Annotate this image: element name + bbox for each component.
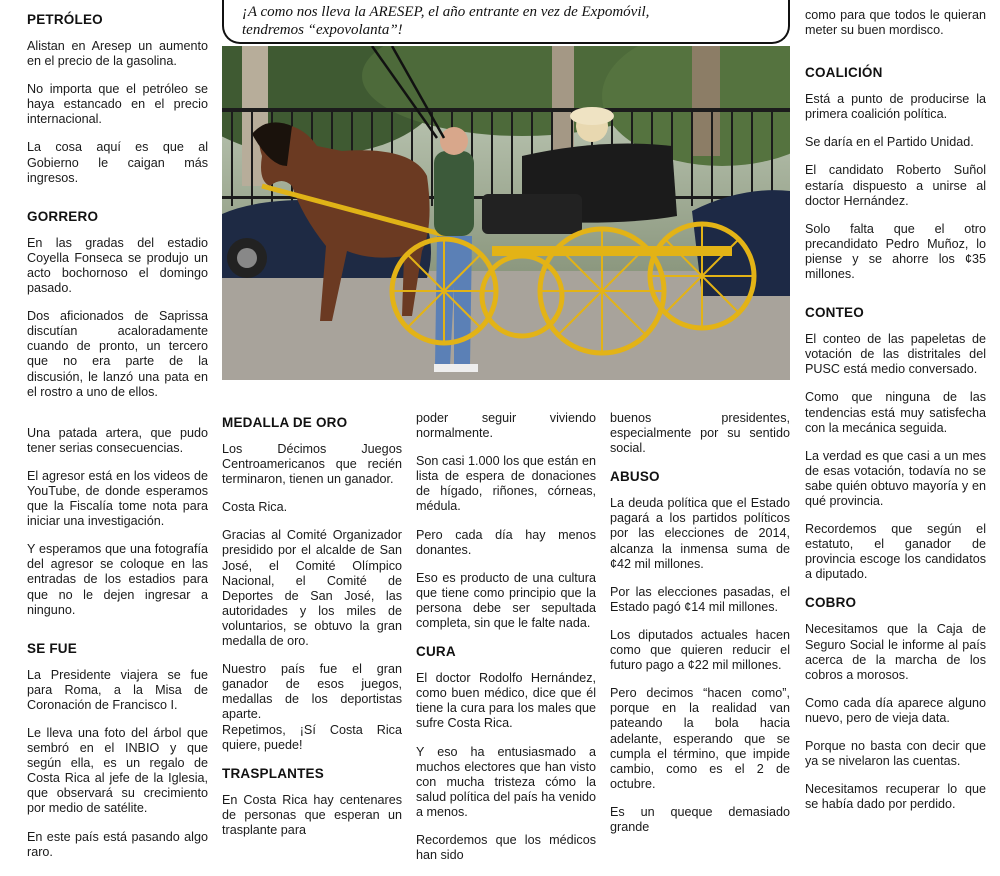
paragraph: Recordemos que según el estatuto, el ganador de provincia escoge los candidatos a diputado. bbox=[805, 522, 986, 582]
speech-bubble bbox=[222, 0, 790, 44]
paragraph: Porque no basta con decir que ya se nivelaron las cuentas. bbox=[805, 739, 986, 769]
heading-coalicion: COALICIÓN bbox=[805, 65, 883, 81]
bubble-line-2: tendremos “expovolanta”! bbox=[242, 22, 403, 38]
column-2 bbox=[222, 411, 402, 851]
paragraph: como para que todos le quieran meter su buen mordisco. bbox=[805, 8, 986, 38]
heading-petroleo: PETRÓLEO bbox=[27, 12, 103, 27]
paragraph: En las gradas del estadio Coyella Fonseca se produjo un acto bochornoso el domingo pasado. bbox=[27, 235, 208, 296]
paragraph: La Presidente viajera se fue para Roma, a la Misa de Coronación de Francisco I. bbox=[27, 667, 208, 712]
paragraph: buenos presidentes, especialmente por su sentido social. bbox=[610, 411, 790, 456]
paragraph: Como cada día aparece alguno nuevo, pero de vieja data. bbox=[805, 695, 986, 725]
bubble-line-1: ¡A como nos lleva la ARESEP, el año entrante en vez de Expomóvil, bbox=[242, 4, 650, 20]
paragraph: Y eso ha entusiasmado a muchos electores que han visto con mucha tristeza cómo la salud política del país ha venido a menos. bbox=[416, 744, 596, 819]
paragraph: Es un queque demasiado grande bbox=[610, 804, 790, 834]
paragraph: Le lleva una foto del árbol que sembró en el INBIO y que según ella, es un regalo de Costa Rica al jefe de la Iglesia, que observará su crecimiento por medio de satélite. bbox=[27, 726, 208, 816]
heading-se-fue: SE FUE bbox=[27, 640, 77, 656]
paragraph: El candidato Roberto Suñol estaría dispuesto a unirse al doctor Hernández. bbox=[805, 163, 986, 208]
paragraph: Recordemos que los médicos han sido bbox=[416, 832, 596, 863]
paragraph: Está a punto de producirse la primera coalición política. bbox=[805, 92, 986, 122]
photo-illustration bbox=[222, 46, 790, 380]
paragraph: poder seguir viviendo normalmente. bbox=[416, 411, 596, 441]
heading-cobro: COBRO bbox=[805, 595, 857, 611]
paragraph: No importa que el petróleo se haya estancado en el precio internacional. bbox=[27, 82, 208, 127]
paragraph: El doctor Rodolfo Hernández, como buen médico, dice que él tiene la cura para los males que sufre Costa Rica. bbox=[416, 671, 596, 731]
paragraph: Y esperamos que una fotografía del agresor se coloque en las entradas de los estadios para que no le dejen ingresar a ninguno. bbox=[27, 542, 208, 617]
heading-medalla-de-oro: MEDALLA DE ORO bbox=[222, 415, 348, 430]
column-3 bbox=[416, 411, 596, 876]
paragraph: Se daría en el Partido Unidad. bbox=[805, 135, 974, 150]
paragraph: Pero decimos “hacen como”, porque en la realidad van pateando la bola hacia adelante, esperando que se cumpla el término, que impide cambio, como es el 2 de octubre. bbox=[610, 686, 790, 791]
paragraph: Costa Rica. bbox=[222, 500, 288, 515]
paragraph: En Costa Rica hay centenares de personas que esperan un trasplante para bbox=[222, 792, 402, 837]
paragraph: Repetimos, ¡Sí Costa Rica quiere, puede! bbox=[222, 722, 402, 752]
paragraph: Eso es producto de una cultura que tiene como principio que la persona debe ser sepultada completa, sin que le falte nada. bbox=[416, 570, 596, 631]
paragraph: La cosa aquí es que al Gobierno le caigan más ingresos. bbox=[27, 140, 208, 185]
heading-cura: CURA bbox=[416, 644, 456, 660]
paragraph: El agresor está en los videos de YouTube, de donde esperamos que la Fiscalía tome nota para iniciar una investigación. bbox=[27, 468, 208, 529]
paragraph: Nuestro país fue el gran ganador de esos juegos, medallas de los deportistas aparte. bbox=[222, 662, 402, 722]
paragraph: En este país está pasando algo raro. bbox=[27, 829, 208, 859]
heading-conteo: CONTEO bbox=[805, 305, 864, 321]
heading-abuso: ABUSO bbox=[610, 469, 660, 485]
paragraph: Pero cada día hay menos donantes. bbox=[416, 527, 596, 557]
paragraph: El conteo de las papeletas de votación de las distritales del PUSC está medio conversado. bbox=[805, 332, 986, 377]
paragraph: La deuda política que el Estado pagará a los partidos políticos por las elecciones de 2014, alcanza la inmensa suma de ¢42 mil millones. bbox=[610, 496, 790, 571]
column-5 bbox=[805, 8, 986, 825]
paragraph: Alistan en Aresep un aumento en el precio de la gasolina. bbox=[27, 39, 208, 69]
heading-gorrero: GORRERO bbox=[27, 208, 99, 224]
paragraph: Dos aficionados de Saprissa discutían acaloradamente cuando de pronto, un tercero que no era parte de la discusión, le lanzó una pata en el rostro a uno de ellos. bbox=[27, 309, 208, 399]
paragraph: Los diputados actuales hacen como que quieren reducir el futuro pago a ¢22 mil millones. bbox=[610, 627, 790, 673]
paragraph: Por las elecciones pasadas, el Estado pagó ¢14 mil millones. bbox=[610, 584, 790, 614]
column-1 bbox=[27, 8, 208, 873]
paragraph: Necesitamos que la Caja de Seguro Social le informe al país acerca de la marcha de los cobros a morosos. bbox=[805, 622, 986, 682]
paragraph: Gracias al Comité Organizador presidido por el alcalde de San José, el Comité Olímpico Nacional, el Comité de Deportes de San José, las autoridades y los miles de voluntarios, se obtuvo la gran medalla de oro. bbox=[222, 528, 402, 649]
paragraph: Necesitamos recuperar lo que se había dado por perdido. bbox=[805, 782, 986, 812]
paragraph: Como que ninguna de las tendencias está muy satisfecha con la mecánica seguida. bbox=[805, 390, 986, 435]
paragraph: Son casi 1.000 los que están en lista de espera de donaciones de hígado, riñones, córneas, médula. bbox=[416, 454, 596, 514]
paragraph: La verdad es que casi a un mes de esas votación, todavía no se sabe quién obtuvo mayoría y en qué provincia. bbox=[805, 448, 986, 508]
paragraph: Una patada artera, que pudo tener serias consecuencias. bbox=[27, 425, 208, 455]
horse-carriage-photo bbox=[222, 46, 790, 380]
paragraph: Los Décimos Juegos Centroamericanos que recién terminaron, tienen un ganador. bbox=[222, 442, 402, 487]
heading-trasplantes: TRASPLANTES bbox=[222, 765, 324, 781]
paragraph: Solo falta que el otro precandidato Pedro Muñoz, lo piense y se ahorre los ¢35 millones. bbox=[805, 221, 986, 282]
column-4 bbox=[610, 411, 790, 848]
